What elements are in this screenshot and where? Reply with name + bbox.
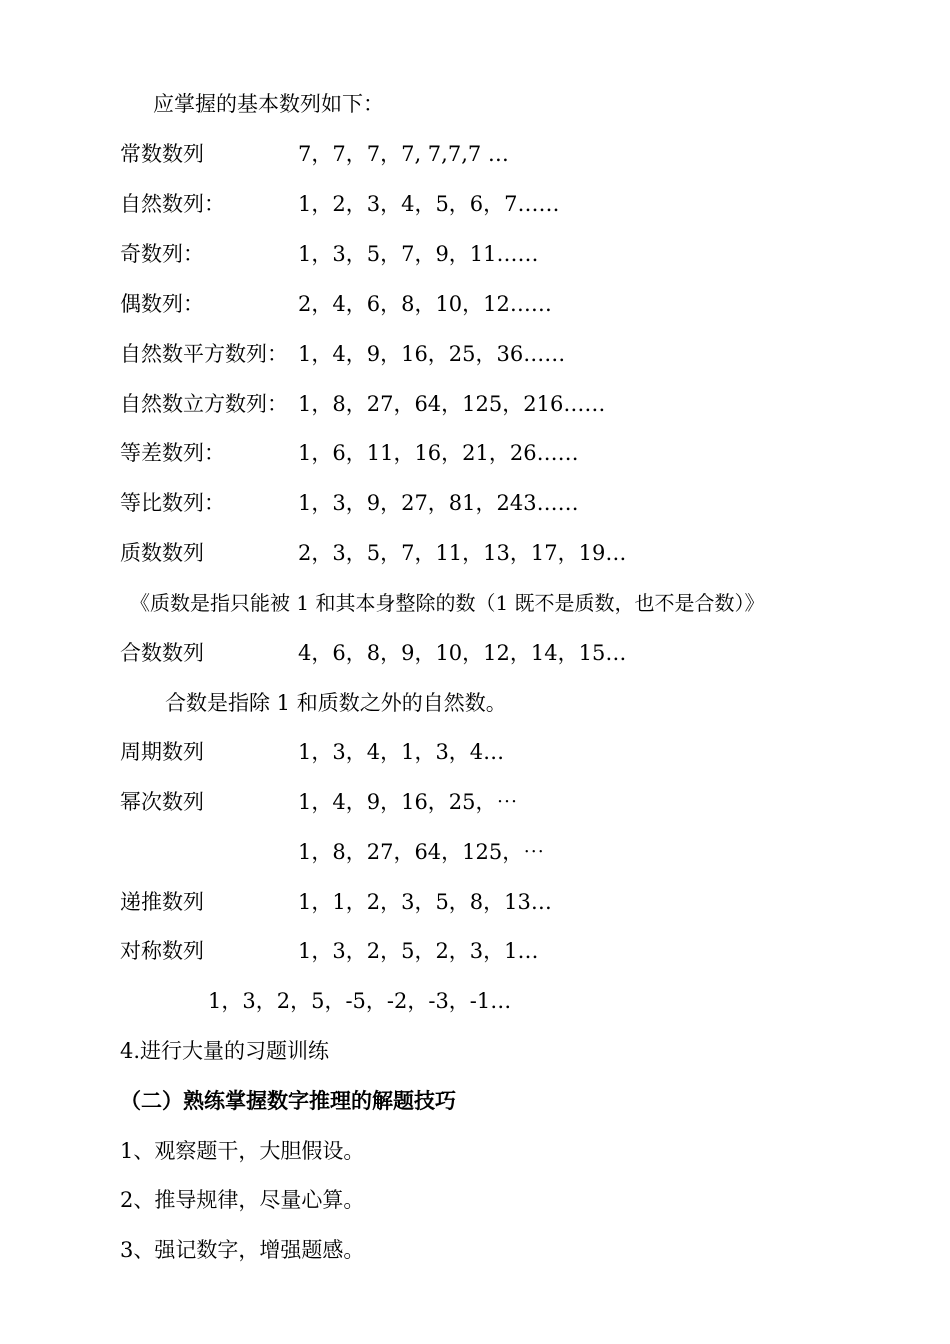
sequence-value: 1，3，2，5，2，3，1… (298, 939, 539, 963)
sequence-label: 常数数列 (120, 142, 204, 166)
sequence-value: 4，6，8，9，10，12，14，15… (298, 641, 627, 665)
sequence-label: 周期数列 (120, 740, 204, 764)
sequence-value: 1，6，11，16，21，26…… (298, 441, 579, 465)
step-4: 4.进行大量的习题训练 (120, 1039, 330, 1063)
sequence-value: 1，3，9，27，81，243…… (298, 491, 579, 515)
composite-note: 合数是指除 1 和质数之外的自然数。 (165, 691, 507, 715)
sequence-value: 1，1，2，3，5，8，13… (298, 890, 552, 914)
sequence-value: 1，3，5，7，9，11…… (298, 242, 539, 266)
sequence-value: 1，8，27，64，125，⋯ (298, 840, 545, 864)
tip-item: 3、强记数字，增强题感。 (120, 1238, 365, 1262)
sequence-label: 偶数列： (120, 292, 204, 316)
sequence-label: 幂次数列 (120, 790, 204, 814)
sequence-value: 1，8，27，64，125，216…… (298, 392, 606, 416)
sequence-value: 1，3，2，5，-5，-2，-3，-1… (208, 989, 512, 1013)
sequence-value: 1，4，9，16，25，36…… (298, 342, 566, 366)
sequence-label: 等比数列： (120, 491, 225, 515)
sequence-label: 递推数列 (120, 890, 204, 914)
sequence-label: 等差数列： (120, 441, 225, 465)
tip-item: 1、观察题干，大胆假设。 (120, 1139, 365, 1163)
sequence-value: 1，2，3，4，5，6，7…… (298, 192, 560, 216)
sequence-label: 质数数列 (120, 541, 204, 565)
sequence-value: 7，7，7，7, 7,7,7 … (298, 142, 509, 166)
sequence-label: 自然数平方数列： (120, 342, 288, 366)
sequence-label: 合数数列 (120, 641, 204, 665)
prime-note: 《质数是指只能被 1 和其本身整除的数（1 既不是质数，也不是合数）》 (130, 591, 765, 615)
sequence-value: 2，4，6，8，10，12…… (298, 292, 552, 316)
tip-item: 2、推导规律，尽量心算。 (120, 1188, 365, 1212)
sequence-value: 1，3，4，1，3，4… (298, 740, 505, 764)
sequence-label: 自然数立方数列： (120, 392, 288, 416)
sequence-value: 1，4，9，16，25，⋯ (298, 790, 518, 814)
sequence-label: 奇数列： (120, 242, 204, 266)
section-heading: （二）熟练掌握数字推理的解题技巧 (120, 1089, 456, 1113)
sequence-label: 对称数列 (120, 939, 204, 963)
intro-text: 应掌握的基本数列如下： (153, 92, 384, 116)
sequence-label: 自然数列： (120, 192, 225, 216)
sequence-value: 2，3，5，7，11，13，17，19… (298, 541, 627, 565)
